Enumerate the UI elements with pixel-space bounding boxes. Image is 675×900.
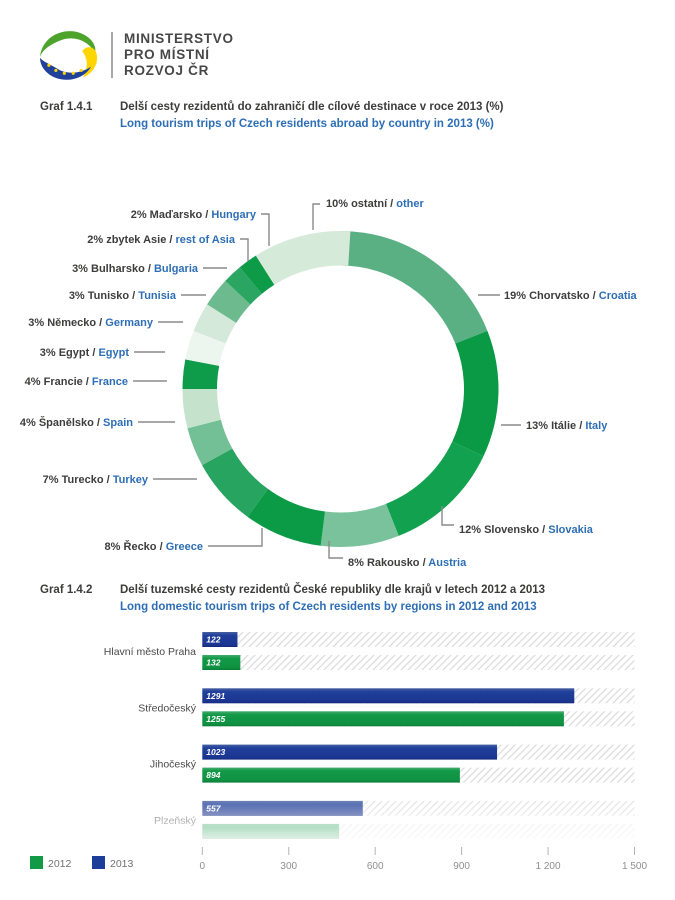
bar-chart-domestic-trips <box>0 620 675 900</box>
bar-value-2013-jihocesky: 1023 <box>206 747 226 758</box>
donut-label-tunisia: 3% Tunisko / Tunisia <box>68 290 176 302</box>
bar-2013-jihocesky <box>202 745 497 760</box>
donut-label-france: 4% Francie / France <box>24 376 128 388</box>
donut-label-croatia: 19% Chorvatsko / Croatia <box>504 290 637 302</box>
axis-tick-label: 900 <box>453 861 470 872</box>
donut-segment-slovakia <box>386 442 483 536</box>
chart1-title-en: Long tourism trips of Czech residents abroad by country in 2013 (%) <box>120 117 494 130</box>
chart2-title-en: Long domestic tourism trips of Czech residents by regions in 2012 and 2013 <box>120 600 537 613</box>
bar-value-2012-stredocesky: 1255 <box>206 713 226 724</box>
bar-2012-jihocesky <box>202 768 460 783</box>
bar-track-hlavni-mesto-praha <box>202 655 634 670</box>
ministry-logo <box>34 26 104 84</box>
chart1-graf-label: Graf 1.4.1 <box>40 101 93 113</box>
region-label-stredocesky: Středočeský <box>138 702 196 715</box>
chart1-heading <box>40 99 504 132</box>
donut-label-slovakia: 12% Slovensko / Slovakia <box>459 524 593 536</box>
donut-segment-austria <box>321 504 399 547</box>
donut-pointer-hungary <box>261 214 269 246</box>
donut-pointer-rest-of-asia <box>240 239 248 261</box>
donut-pointer-other <box>313 204 320 230</box>
donut-segment-italy <box>452 331 498 456</box>
bar-value-2013-stredocesky: 1291 <box>206 690 226 701</box>
donut-label-rest-of-asia: 2% zbytek Asie / rest of Asia <box>87 234 235 246</box>
axis-tick-label: 1 200 <box>535 861 561 872</box>
donut-chart-trips-abroad <box>0 160 675 580</box>
donut-label-greece: 8% Řecko / Greece <box>104 541 203 553</box>
donut-label-italy: 13% Itálie / Italy <box>526 420 608 432</box>
legend-label-2013: 2013 <box>110 858 134 870</box>
bar-value-2013-hlavni-mesto-praha: 122 <box>206 634 221 645</box>
axis-tick-label: 1 500 <box>621 861 648 872</box>
bar-value-2012-hlavni-mesto-praha: 132 <box>206 657 221 668</box>
donut-pointer-slovakia <box>442 506 454 525</box>
chart1-titles <box>120 99 504 132</box>
donut-label-turkey: 7% Turecko / Turkey <box>42 474 148 486</box>
donut-segment-other <box>256 231 351 285</box>
donut-label-other: 10% ostatní / other <box>326 198 424 210</box>
donut-label-austria: 8% Rakousko / Austria <box>348 557 467 569</box>
bottom-fade-overlay <box>90 786 660 846</box>
chart2-title-cs: Delší tuzemské cesty rezidentů České republiky dle krajů v letech 2012 a 2013 <box>120 584 546 596</box>
donut-pointer-greece <box>208 528 262 546</box>
donut-label-germany: 3% Německo / Germany <box>28 317 153 329</box>
donut-segment-croatia <box>341 231 488 344</box>
bar-2013-stredocesky <box>202 688 574 703</box>
chart2-heading <box>40 582 545 615</box>
donut-label-spain: 4% Španělsko / Spain <box>19 417 133 429</box>
axis-tick-label: 300 <box>280 861 298 872</box>
chart1-title-cs: Delší cesty rezidentů do zahraničí dle cílové destinace v roce 2013 (%) <box>120 101 504 113</box>
bar-2012-stredocesky <box>202 711 564 726</box>
header <box>34 26 234 84</box>
ministry-name-line: MINISTERSTVO <box>124 31 234 46</box>
legend-swatch-2013 <box>92 856 105 869</box>
donut-label-bulgaria: 3% Bulharsko / Bulgaria <box>72 263 198 275</box>
axis-tick-label: 0 <box>199 861 206 872</box>
axis-tick-label: 600 <box>366 861 384 872</box>
region-label-jihocesky: Jihočeský <box>149 758 196 771</box>
legend-label-2012: 2012 <box>48 858 72 870</box>
bar-value-2012-jihocesky: 894 <box>206 770 221 781</box>
chart2-graf-label: Graf 1.4.2 <box>40 584 93 596</box>
logo-divider <box>111 32 113 78</box>
ministry-name-line: PRO MÍSTNÍ <box>124 47 210 62</box>
ministry-name <box>124 31 234 79</box>
donut-label-hungary: 2% Maďarsko / Hungary <box>130 209 256 221</box>
ministry-name-line: ROZVOJ ČR <box>124 63 210 78</box>
donut-label-egypt: 3% Egypt / Egypt <box>39 347 129 359</box>
legend-swatch-2012 <box>30 856 43 869</box>
chart2-titles <box>120 582 545 615</box>
region-label-hlavni-mesto-praha: Hlavní město Praha <box>103 646 196 658</box>
bar-track-hlavni-mesto-praha <box>202 632 634 647</box>
